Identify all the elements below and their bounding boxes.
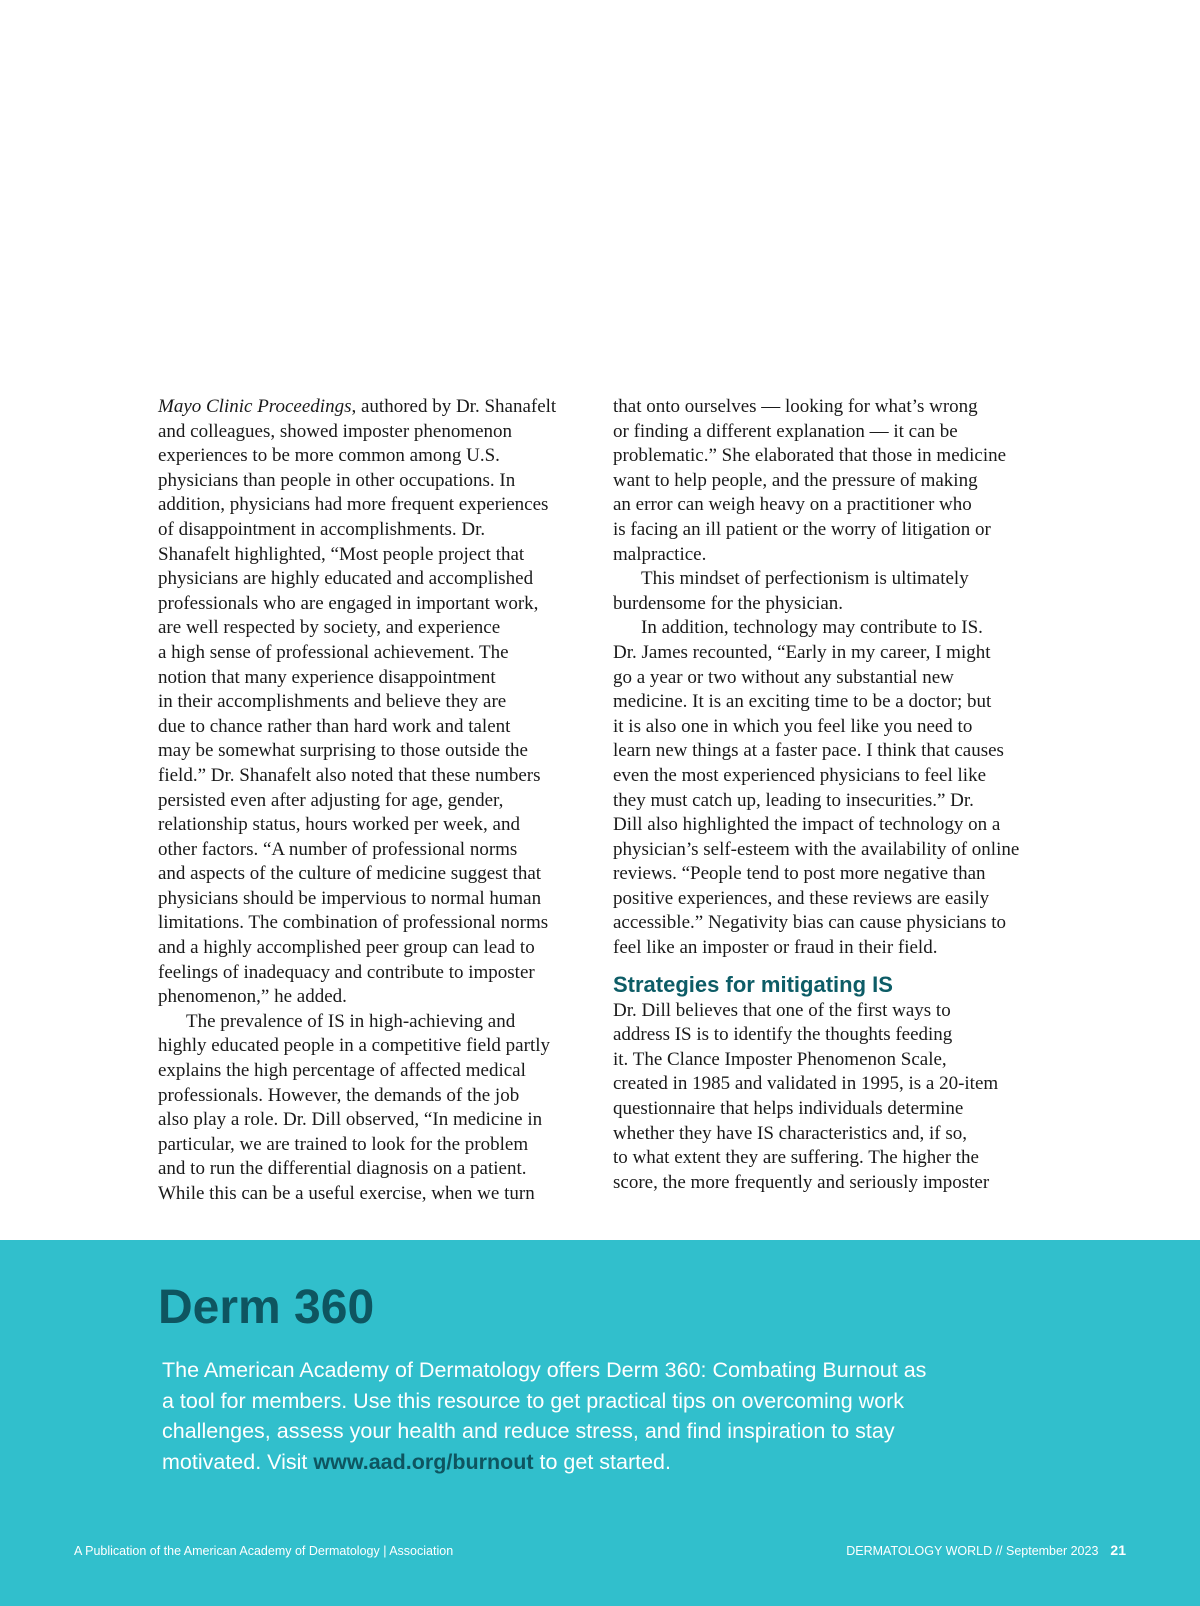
text-line: whether they have IS characteristics and, if so, <box>613 1122 968 1144</box>
text-line: malpractice. <box>613 543 707 565</box>
text-line: may be somewhat surprising to those outside the <box>158 740 528 762</box>
text-line: an error can weigh heavy on a practitioner who <box>613 494 972 516</box>
text-line: The prevalence of IS in high-achieving and <box>186 1010 516 1032</box>
text-line: that onto ourselves — looking for what’s wrong <box>613 396 978 417</box>
text-line: explains the high percentage of affected medical <box>158 1060 526 1082</box>
text-line: Dr. James recounted, “Early in my career, I might <box>613 641 991 663</box>
callout-title: Derm 360 <box>158 1281 375 1334</box>
footer-issue <box>846 1542 1126 1558</box>
text-line: a high sense of professional achievement. The <box>158 641 509 663</box>
text-line: a tool for members. Use this resource to get practical tips on overcoming work <box>162 1388 905 1413</box>
paragraph-line: Mayo Clinic Proceedings, authored by Dr. Shanafelt <box>158 396 557 417</box>
paragraph-6 <box>613 999 1053 1196</box>
footer-publication: A Publication of the American Academy of Dermatology | Association <box>74 1544 454 1558</box>
text-line: challenges, assess your health and reduce stress, and find inspiration to stay <box>162 1419 895 1443</box>
callout-lines <box>162 1355 1062 1447</box>
text-line: addition, physicians had more frequent experiences <box>158 494 549 516</box>
text-line: Dill also highlighted the impact of technology on a <box>613 814 1001 836</box>
text-line: want to help people, and the pressure of making <box>613 469 978 491</box>
article-right-column <box>613 395 1053 1195</box>
paragraph-5 <box>613 616 1053 960</box>
text-line: score, the more frequently and seriously imposter <box>613 1171 990 1193</box>
text-line: phenomenon,” he added. <box>158 986 347 1008</box>
text-line: physician’s self-esteem with the availability of online <box>613 838 1020 860</box>
section-heading: Strategies for mitigating IS <box>613 971 893 997</box>
text-line: in their accomplishments and believe they are <box>158 691 507 713</box>
text-line: and to run the differential diagnosis on a patient. <box>158 1158 527 1180</box>
journal-title: Mayo Clinic Proceedings <box>158 396 352 417</box>
text-line: problematic.” She elaborated that those in medicine <box>613 445 1007 467</box>
footer-magazine: DERMATOLOGY WORLD // September 2023 <box>846 1544 1099 1558</box>
article-left-column <box>158 395 594 1207</box>
text-line: limitations. The combination of professional norms <box>158 912 549 934</box>
text-line: feel like an imposter or fraud in their field. <box>613 937 938 959</box>
text-line: This mindset of perfectionism is ultimately <box>641 568 969 590</box>
text-line: relationship status, hours worked per week, and <box>158 814 520 836</box>
text-line: and aspects of the culture of medicine suggest that <box>158 863 542 885</box>
text-line: to what extent they are suffering. The higher the <box>613 1147 979 1169</box>
text-line: Shanafelt highlighted, “Most people project that <box>158 543 525 565</box>
text-line: experiences to be more common among U.S. <box>158 445 500 467</box>
text-line: While this can be a useful exercise, when we turn <box>158 1183 535 1204</box>
text-line: it. The Clance Imposter Phenomenon Scale, <box>613 1048 947 1070</box>
text-line: feelings of inadequacy and contribute to imposter <box>158 961 535 983</box>
text-line: other factors. “A number of professional norms <box>158 838 518 860</box>
text-line: it is also one in which you feel like you need to <box>613 715 973 737</box>
paragraph-1 <box>158 420 594 1010</box>
derm360-callout <box>0 1240 1200 1606</box>
paragraph-3 <box>613 395 1053 567</box>
text-line: are well respected by society, and experience <box>158 617 501 639</box>
text-line: is facing an ill patient or the worry of litigation or <box>613 518 991 540</box>
text-line: highly educated people in a competitive field partly <box>158 1035 551 1057</box>
text-line: field.” Dr. Shanafelt also noted that these numbers <box>158 764 541 786</box>
text-line: of disappointment in accomplishments. Dr. <box>158 518 486 540</box>
callout-body <box>162 1355 1062 1477</box>
text-line: address IS is to identify the thoughts feeding <box>613 1024 953 1046</box>
text-line: professionals who are engaged in important work, <box>158 592 539 614</box>
text-line: questionnaire that helps individuals determine <box>613 1098 964 1120</box>
paragraph-2 <box>158 1010 594 1207</box>
text-line: Dr. Dill believes that one of the first ways to <box>613 999 951 1021</box>
text-line: learn new things at a faster pace. I think that causes <box>613 740 1004 762</box>
text-line: particular, we are trained to look for the problem <box>158 1133 529 1155</box>
text-line: reviews. “People tend to post more negative than <box>613 863 986 885</box>
text-line: and colleagues, showed imposter phenomenon <box>158 420 513 442</box>
text-line: positive experiences, and these reviews are easily <box>613 887 990 909</box>
callout-last-line: motivated. Visit www.aad.org/burnout to get started. <box>162 1449 671 1474</box>
paragraph-4 <box>613 567 1053 616</box>
text-line: physicians than people in other occupations. In <box>158 469 516 491</box>
page-number: 21 <box>1110 1542 1126 1558</box>
text-line: accessible.” Negativity bias can cause physicians to <box>613 912 1007 934</box>
text-line: they must catch up, leading to insecurities.” Dr. <box>613 789 974 811</box>
text-line: persisted even after adjusting for age, gender, <box>158 789 504 811</box>
text-line: In addition, technology may contribute to IS. <box>641 617 983 639</box>
text-line: burdensome for the physician. <box>613 592 844 614</box>
text-line: even the most experienced physicians to feel like <box>613 764 987 786</box>
text-line: professionals. However, the demands of the job <box>158 1084 520 1106</box>
text-line: notion that many experience disappointment <box>158 666 496 688</box>
text-line: created in 1985 and validated in 1995, is a 20-item <box>613 1073 999 1095</box>
text-line: go a year or two without any substantial new <box>613 666 954 688</box>
text-line: also play a role. Dr. Dill observed, “In medicine in <box>158 1109 543 1131</box>
text-line: The American Academy of Dermatology offers Derm 360: Combating Burnout as <box>162 1358 927 1382</box>
text-line: medicine. It is an exciting time to be a doctor; but <box>613 691 992 713</box>
text-line: physicians are highly educated and accomplished <box>158 568 534 590</box>
text-line: physicians should be impervious to normal human <box>158 887 542 909</box>
text-line: or finding a different explanation — it can be <box>613 420 958 442</box>
text-line: due to chance rather than hard work and talent <box>158 715 511 737</box>
burnout-link[interactable]: www.aad.org/burnout <box>313 1449 534 1474</box>
text-line: and a highly accomplished peer group can lead to <box>158 937 535 959</box>
